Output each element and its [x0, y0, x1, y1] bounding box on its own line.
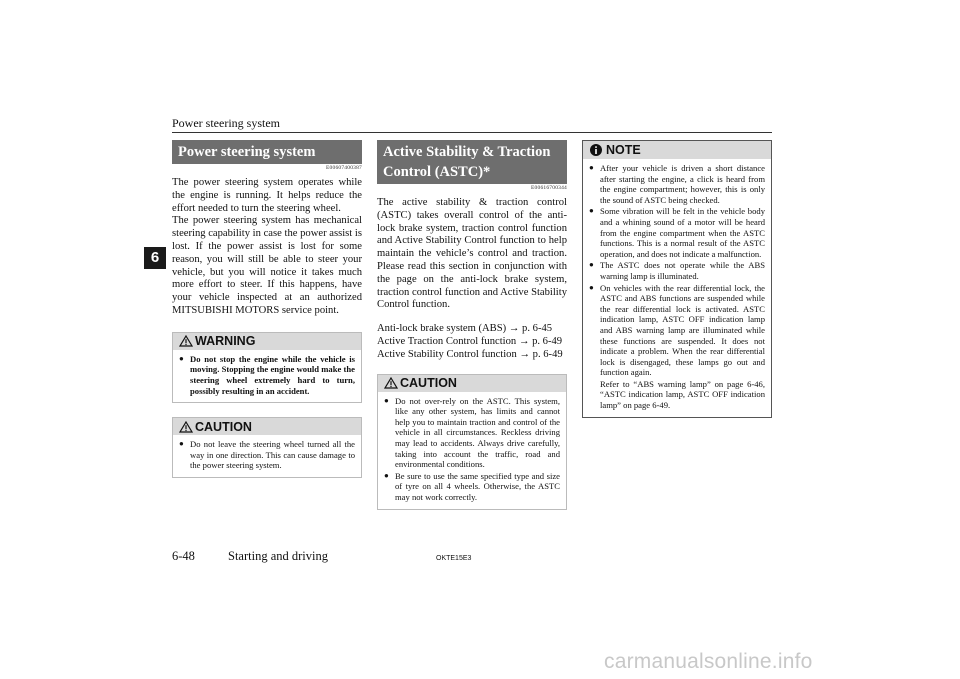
caution-header — [378, 375, 566, 392]
bullet-icon: ● — [384, 470, 389, 480]
list-item: ● Do not leave the steering wheel turned all the way in one direction. This can cause damage to the power steering system. — [179, 439, 355, 471]
caution-box — [377, 374, 567, 510]
warning-triangle-icon — [179, 335, 193, 347]
caution-label: CAUTION — [400, 376, 457, 391]
column-3 — [582, 140, 772, 418]
chapter-tab: 6 — [144, 247, 166, 269]
column-2 — [377, 140, 567, 510]
bullet-icon: ● — [384, 395, 389, 405]
note-info-icon — [589, 143, 603, 157]
note-box — [582, 140, 772, 418]
list-item: ● Be sure to use the same specified type and size of tyre on all 4 wheels. Otherwise, the ASTC may not work correctly. — [384, 470, 560, 502]
reference-list — [377, 323, 567, 361]
section-code: E00607400387 — [325, 165, 362, 171]
section-code: E00616700344 — [530, 185, 567, 191]
paragraph: The power steering system has mechanical steering capability in case the power assist is lost. If the power assist is lost for some reason, you will still be able to steer your vehicle, but you will notice it takes much more effort to steer. If this happens, have your vehicle inspected at an authorized MITSUBISHI MOTORS service point. — [172, 215, 362, 316]
header-rule — [172, 132, 772, 133]
footer-chapter: Starting and driving — [228, 549, 328, 563]
warning-header — [173, 333, 361, 350]
section-title-astc: Active Stability & Traction Control (ASTC)* — [377, 140, 567, 184]
caution-header — [173, 418, 361, 435]
paragraph: The power steering system operates while the engine is running. It helps reduce the effort needed to turn the steering wheel. — [172, 177, 362, 214]
bullet-icon: ● — [589, 163, 594, 172]
caution-box — [172, 417, 362, 478]
reference-link[interactable]: Active Stability Control function → p. 6-49 — [377, 348, 563, 360]
list-item: ● After your vehicle is driven a short distance after starting the engine, a click is heard from the engine compartment; however, this is only the sound of ASTC being checked. — [589, 163, 765, 205]
caution-triangle-icon — [384, 377, 398, 389]
footer-code: OKTE15E3 — [436, 555, 472, 562]
bullet-icon: ● — [589, 282, 594, 292]
watermark: carmanualsonline.info — [604, 650, 813, 673]
caution-triangle-icon — [179, 421, 193, 433]
list-item: ● Do not over-rely on the ASTC. This system, like any other system, has limits and cannot help you to maintain traction and control of the vehicle in all circumstances. Reckless driving may lead to accidents. Always drive carefully, taking into account the traffic, road and environmental conditions. — [384, 395, 560, 470]
list-item: ● The ASTC does not operate while the ABS warning lamp is illuminated. — [589, 260, 765, 281]
caution-label: CAUTION — [195, 419, 252, 434]
refer-text: Refer to “ABS warning lamp” on page 6-46, “ASTC indication lamp, ASTC OFF indication lamp” on page 6-49. — [600, 378, 765, 411]
list-item: ● On vehicles with the rear differential lock, the ASTC and ABS functions are suspended while the rear differential lock is activated. ASTC indication lamp, ASTC OFF indication lamp and ABS warning lamp are illuminated while these functions are suspended. It does not indicate a problem. When the rear differential lock is disengaged, these lamps go out and function again. — [589, 282, 765, 378]
reference-link[interactable]: Anti-lock brake system (ABS) → p. 6-45 — [377, 323, 553, 335]
bullet-icon: ● — [179, 353, 184, 363]
bullet-icon: ● — [589, 206, 594, 216]
bullet-icon: ● — [589, 260, 594, 270]
note-header — [583, 141, 771, 159]
reference-link[interactable]: Active Traction Control function → p. 6-49 — [377, 335, 563, 347]
running-header: Power steering system — [172, 116, 280, 130]
list-item: ● Some vibration will be felt in the vehicle body and a whining sound of a motor will be heard from the engine compartment when the ASTC functions. This is a normal result of the ASTC operation, and does not indicate a malfunction. — [589, 206, 765, 259]
column-1 — [172, 140, 362, 478]
note-label: NOTE — [606, 143, 641, 157]
paragraph: The active stability & traction control (ASTC) takes overall control of the anti-lock brake system, traction control function and Active Stability Control function to help maintain the vehicle’s control and traction. Please read this section in conjunction with the page on the anti-lock brake system, traction control function and Active Stability Control function. — [377, 197, 567, 311]
warning-box — [172, 332, 362, 403]
warning-label: WARNING — [195, 334, 256, 349]
page-number: 6-48 — [172, 549, 195, 563]
bullet-icon: ● — [179, 439, 184, 449]
section-title-power-steering: Power steering system — [172, 140, 362, 164]
list-item: ● Do not stop the engine while the vehicle is moving. Stopping the engine would make the steering wheel extremely hard to turn, possibly resulting in an accident. — [179, 353, 355, 396]
